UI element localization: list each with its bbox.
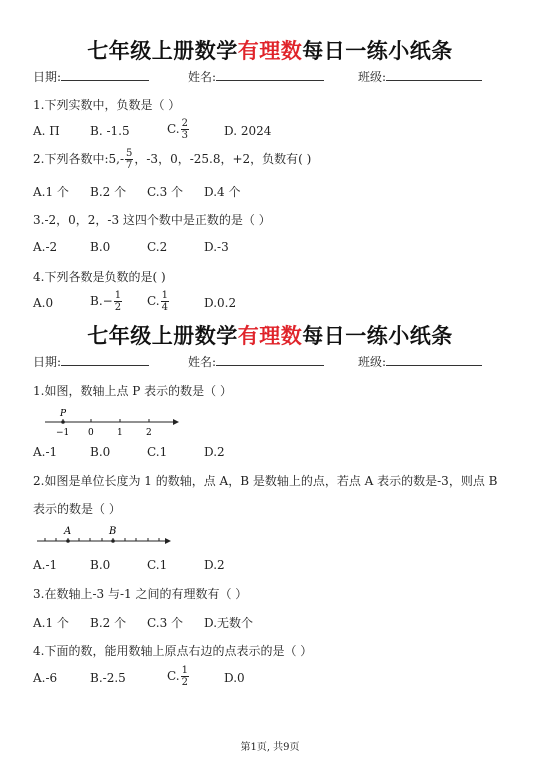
frac-denominator: 2 (181, 677, 188, 688)
title-text-part1: 七年级上册数学 (87, 39, 238, 63)
frac-numerator: 2 (181, 118, 188, 129)
s1-q3-option-b[interactable]: B.0 (90, 240, 111, 254)
s2-q1-stem: 1.如图，数轴上点 P 表示的数是（ ） (33, 384, 232, 398)
s1-q3-option-d[interactable]: D.-3 (204, 240, 229, 254)
s2-q1-option-a[interactable]: A.-1 (33, 445, 58, 459)
s2-q3-option-a[interactable]: A.1 个 (33, 616, 69, 630)
point-b-label: B (109, 526, 117, 537)
date-label: 日期: (33, 70, 62, 84)
s2-q2-stem-line2: 表示的数是（ ） (33, 502, 121, 516)
s1-q2-option-a[interactable]: A.1 个 (33, 185, 69, 199)
s1-q1-stem: 1.下列实数中，负数是（ ） (33, 98, 181, 112)
tick-label: 1 (117, 428, 123, 438)
s1-q1-c-prefix: C. (167, 122, 180, 136)
s2-q3-option-b[interactable]: B.2 个 (90, 616, 127, 630)
date-field[interactable] (33, 353, 149, 370)
date-label: 日期: (33, 355, 62, 369)
s2-q2-number-line (33, 522, 183, 550)
point-b-dot (111, 539, 115, 543)
s1-q2-stem-before: 2.下列各数中:5,- (33, 152, 124, 166)
point-a-label: A (64, 526, 72, 537)
name-field[interactable] (188, 68, 324, 85)
axis-arrow (173, 419, 179, 425)
s2-q3-option-c[interactable]: C.3 个 (147, 616, 184, 630)
name-label: 姓名: (188, 70, 217, 84)
s2-q4-option-c[interactable] (167, 665, 190, 688)
s1-q4-b-prefix: B.− (90, 294, 113, 308)
date-blank[interactable] (61, 69, 149, 81)
s1-q3-stem: 3.-2，0，2，-3 这四个数中是正数的是（ ） (33, 213, 271, 227)
tick-label: 0 (88, 428, 94, 438)
s1-q1-option-a[interactable]: A. Π (33, 124, 60, 138)
date-field[interactable] (33, 68, 149, 85)
class-label: 班级: (358, 70, 387, 84)
point-p-dot (61, 420, 65, 424)
s2-q4-c-prefix: C. (167, 669, 180, 683)
s1-q4-option-b[interactable] (90, 290, 123, 313)
name-label: 姓名: (188, 355, 217, 369)
s1-q3-option-a[interactable]: A.-2 (33, 240, 58, 254)
s2-q4-stem: 4.下面的数，能用数轴上原点右边的点表示的是（ ） (33, 644, 313, 658)
s2-q1-option-c[interactable]: C.1 (147, 445, 168, 459)
title-text-part2: 每日一练小纸条 (302, 324, 453, 348)
s1-q4-option-a[interactable]: A.0 (33, 296, 54, 310)
frac-denominator: 4 (161, 302, 168, 313)
s1-q2-stem (33, 148, 311, 171)
class-field[interactable] (358, 353, 482, 370)
s1-q2-option-b[interactable]: B.2 个 (90, 185, 127, 199)
s2-q4-option-d[interactable]: D.0 (224, 671, 245, 685)
s1-q1-c-fraction (181, 118, 189, 141)
title-highlight: 有理数 (237, 39, 303, 63)
s1-q1-option-c[interactable] (167, 118, 190, 141)
section2-title (0, 320, 540, 350)
s1-q4-stem: 4.下列各数是负数的是( ) (33, 270, 166, 284)
title-highlight: 有理数 (237, 324, 303, 348)
s2-q2-option-b[interactable]: B.0 (90, 558, 111, 572)
tick-label: 2 (146, 428, 152, 438)
s1-q2-option-c[interactable]: C.3 个 (147, 185, 184, 199)
class-label: 班级: (358, 355, 387, 369)
s2-q2-stem-line1: 2.如图是单位长度为 1 的数轴，点 A，B 是数轴上的点，若点 A 表示的数是-3，则点 B (33, 474, 498, 488)
name-blank[interactable] (216, 69, 324, 81)
s1-q4-b-fraction (114, 290, 122, 313)
s2-q2-option-d[interactable]: D.2 (204, 558, 225, 572)
title-text-part2: 每日一练小纸条 (302, 39, 453, 63)
s1-q2-stem-after: ，-3，0，-25.8，+2，负数有( ) (134, 152, 312, 166)
name-field[interactable] (188, 353, 324, 370)
frac-denominator: 3 (181, 130, 188, 141)
point-p-label: P (60, 409, 67, 419)
frac-numerator: 1 (114, 290, 122, 301)
s2-q4-option-b[interactable]: B.-2.5 (90, 671, 126, 685)
frac-denominator: 7 (126, 160, 133, 171)
s1-q4-option-c[interactable] (147, 290, 170, 313)
s1-q2-option-d[interactable]: D.4 个 (204, 185, 241, 199)
s2-q4-option-a[interactable]: A.-6 (33, 671, 58, 685)
class-blank[interactable] (386, 354, 482, 366)
s2-q1-option-d[interactable]: D.2 (204, 445, 225, 459)
s2-q4-c-fraction (181, 665, 189, 688)
s1-q3-option-c[interactable]: C.2 (147, 240, 168, 254)
page-footer: 第1页, 共9页 (240, 742, 300, 753)
class-field[interactable] (358, 68, 482, 85)
s1-q1-option-b[interactable]: B. -1.5 (90, 124, 130, 138)
name-blank[interactable] (216, 354, 324, 366)
frac-numerator: 1 (161, 290, 168, 301)
s2-q2-option-c[interactable]: C.1 (147, 558, 168, 572)
frac-numerator: 5 (126, 148, 133, 159)
s1-q4-c-prefix: C. (147, 294, 160, 308)
s2-q2-option-a[interactable]: A.-1 (33, 558, 58, 572)
title-text-part1: 七年级上册数学 (87, 324, 238, 348)
s2-q1-option-b[interactable]: B.0 (90, 445, 111, 459)
s1-q4-c-fraction (161, 290, 169, 313)
s2-q3-stem: 3.在数轴上-3 与-1 之间的有理数有（ ） (33, 587, 248, 601)
s1-q2-fraction (125, 148, 133, 171)
s2-q3-option-d[interactable]: D.无数个 (204, 616, 254, 630)
s2-q1-number-line (33, 406, 183, 440)
axis-arrow (165, 538, 171, 544)
date-blank[interactable] (61, 354, 149, 366)
s1-q4-option-d[interactable]: D.0.2 (204, 296, 237, 310)
frac-denominator: 2 (114, 302, 122, 313)
section1-title (0, 35, 540, 65)
tick-label: −1 (56, 428, 70, 438)
class-blank[interactable] (386, 69, 482, 81)
point-a-dot (66, 539, 70, 543)
frac-numerator: 1 (181, 665, 188, 676)
s1-q1-option-d[interactable]: D. 2024 (224, 124, 272, 138)
